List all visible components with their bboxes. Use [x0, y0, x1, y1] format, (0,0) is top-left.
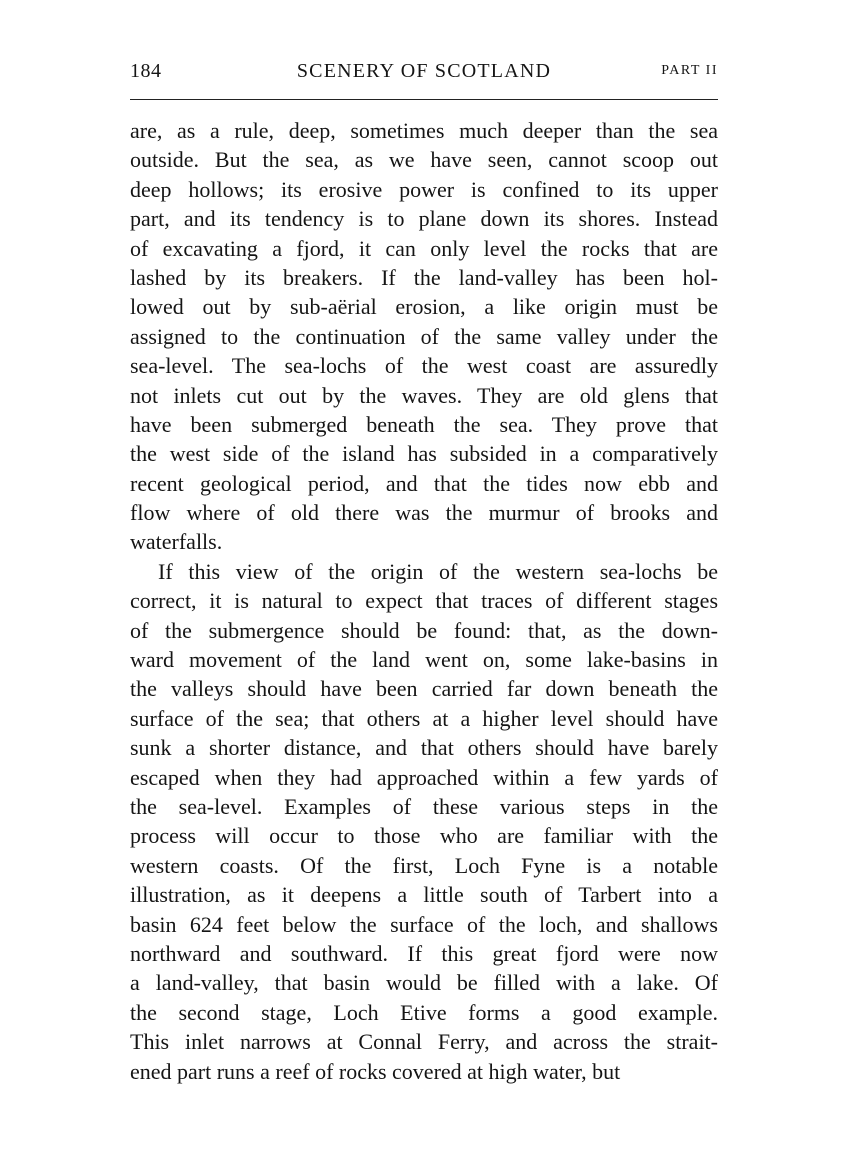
header-rule — [130, 99, 718, 100]
text-line: of the submergence should be found: that, as the down- — [130, 617, 718, 643]
text-line: the second stage, Loch Etive forms a good example. — [130, 999, 718, 1025]
text-line: ened part runs a reef of rocks covered at high water, but — [130, 1058, 621, 1084]
text-line: are, as a rule, deep, sometimes much deeper than the sea — [130, 118, 718, 143]
text-line: the west side of the island has subsided in a comparatively — [130, 441, 718, 467]
running-head — [130, 60, 718, 94]
text-line: outside. But the sea, as we have seen, cannot scoop out — [130, 147, 718, 173]
paragraph — [130, 116, 718, 557]
text-line: waterfalls. — [130, 529, 223, 555]
text-line: part, and its tendency is to plane down its shores. Instead — [130, 206, 718, 232]
text-line: recent geological period, and that the tides now ebb and — [130, 470, 718, 496]
text-line: correct, it is natural to expect that traces of different stages — [130, 588, 718, 614]
text-line: escaped when they had approached within a few yards of — [130, 764, 718, 790]
text-line: of excavating a fjord, it can only level the rocks that are — [130, 235, 718, 261]
paragraph — [130, 557, 718, 1086]
text-line: deep hollows; its erosive power is confined to its upper — [130, 176, 718, 202]
text-line: not inlets cut out by the waves. They are old glens that — [130, 382, 718, 408]
text-line: the sea-level. Examples of these various steps in the — [130, 793, 718, 819]
running-title: SCENERY OF SCOTLAND — [296, 60, 552, 82]
text-line: This inlet narrows at Connal Ferry, and across the strait- — [130, 1029, 718, 1055]
text-line: process will occur to those who are familiar with the — [130, 823, 718, 849]
text-line: have been submerged beneath the sea. They prove that — [130, 411, 718, 437]
text-line: sunk a shorter distance, and that others should have barely — [130, 735, 718, 761]
text-line: sea-level. The sea-lochs of the west coast are assuredly — [130, 353, 718, 379]
book-page — [130, 0, 718, 1150]
page-number: 184 — [130, 60, 162, 82]
text-line: illustration, as it deepens a little south of Tarbert into a — [130, 882, 718, 908]
body-text — [130, 116, 718, 1086]
text-line: surface of the sea; that others at a higher level should have — [130, 705, 718, 731]
text-line: northward and southward. If this great fjord were now — [130, 940, 718, 966]
text-line: the valleys should have been carried far down beneath the — [130, 676, 718, 702]
text-line: a land-valley, that basin would be filled with a lake. Of — [130, 970, 718, 996]
text-line: lowed out by sub-aërial erosion, a like origin must be — [130, 294, 718, 320]
text-line: ward movement of the land went on, some lake-basins in — [130, 647, 718, 673]
text-line: basin 624 feet below the surface of the loch, and shallows — [130, 911, 718, 937]
text-line: lashed by its breakers. If the land-valley has been hol- — [130, 264, 718, 290]
text-line: If this view of the origin of the western sea-lochs be — [158, 558, 718, 584]
part-label: PART II — [661, 63, 718, 78]
text-line: assigned to the continuation of the same valley under the — [130, 323, 718, 349]
text-line: flow where of old there was the murmur of brooks and — [130, 500, 718, 526]
text-line: western coasts. Of the first, Loch Fyne is a notable — [130, 852, 718, 878]
